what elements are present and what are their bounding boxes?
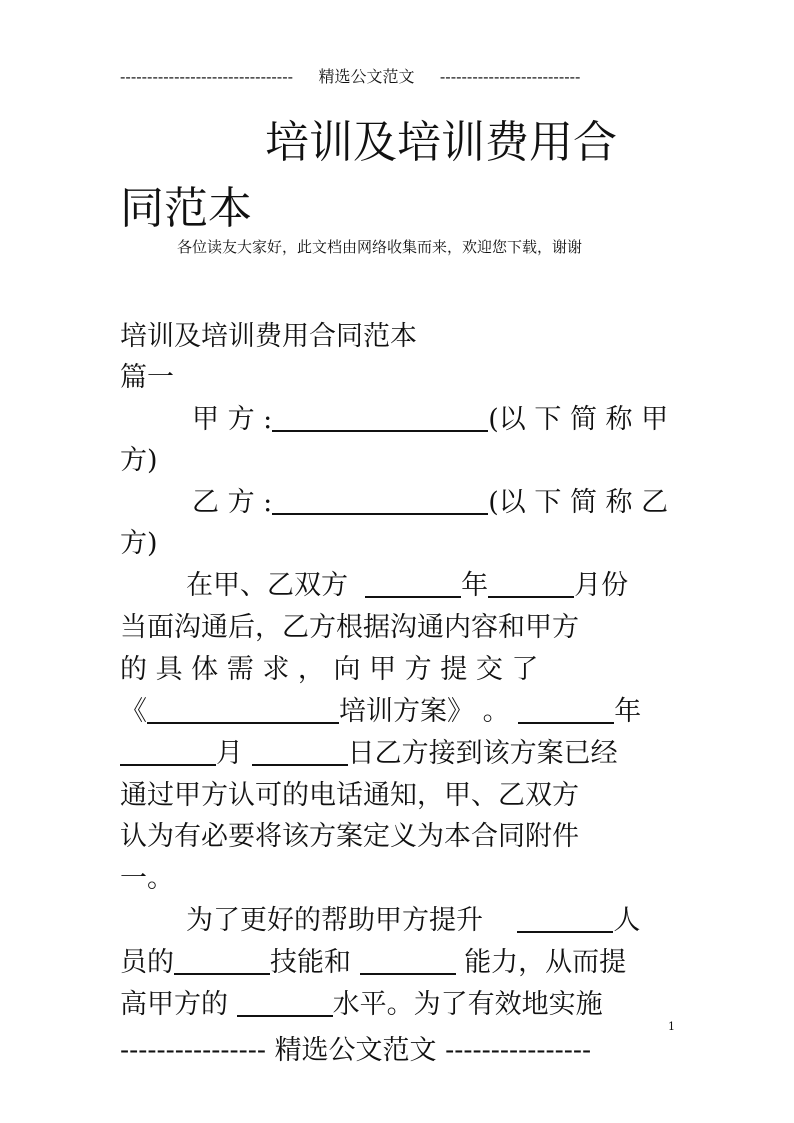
para2-seg-a: 员的 [120,947,174,978]
party-b-blank[interactable] [272,487,488,515]
para2-seg-c: 能力，从而提 [464,947,627,978]
para2-seg-d: 高甲方的 [120,989,228,1020]
para1-line4 [120,689,641,728]
skill-blank[interactable] [174,947,270,975]
para2-line3 [120,982,603,1021]
year2-label: 年 [614,696,642,727]
footer-dashes-right: ---------------- [445,1035,592,1066]
party-a-blank[interactable] [272,404,488,432]
para1-line1 [186,563,628,602]
para1-line3: 的 具 体 需 求 ， 向 甲 方 提 交 了 [120,654,539,685]
page-number: 1 [668,1020,675,1033]
month-blank[interactable] [488,570,574,598]
party-a-line [192,397,668,436]
para1-line5 [120,731,618,770]
ability-blank[interactable] [360,947,456,975]
para1-line6: 通过甲方认可的电话通知，甲、乙双方 [120,780,579,811]
staff-label: 人 [613,905,641,936]
month2-blank[interactable] [120,738,216,766]
body-heading: 培训及培训费用合同范本 [120,321,417,352]
para2-line2 [120,940,626,979]
party-b-tail: 方) [120,528,158,559]
day-label: 日乙方接到该方案已经 [347,738,618,769]
month-label: 月份 [574,570,629,601]
para2-seg-b: 技能和 [270,947,351,978]
party-b-line [192,480,668,519]
footer-dashes-left: ---------------- [120,1035,266,1066]
party-a-tail: 方) [120,445,158,476]
year-label: 年 [461,570,489,601]
page-header [120,64,580,87]
para1-text: 在甲、乙双方 [186,570,348,601]
para2-text: 为了更好的帮助甲方提升 [186,905,483,936]
party-a-label: 甲 方 : [192,404,273,435]
title-line-1: 培训及培训费用合 [265,117,617,168]
day-blank[interactable] [252,738,348,766]
year-blank[interactable] [365,570,461,598]
party-b-label: 乙 方 : [192,487,273,518]
page-footer [120,1028,591,1067]
header-dashes-left: -------------------------------- [120,67,293,86]
footer-label: 精选公文范文 [274,1035,437,1066]
staff-blank[interactable] [517,905,613,933]
para1-line8: 一。 [120,863,174,894]
plan-blank[interactable] [147,696,339,724]
section-label: 篇一 [120,362,174,393]
greeting-text: 各位读友大家好，此文档由网络收集而来，欢迎您下载，谢谢 [177,238,583,256]
party-b-suffix: (以 下 简 称 乙 [488,487,669,518]
bracket-open: 《 [120,696,147,727]
header-dashes-right: -------------------------- [439,67,581,86]
para2-line1 [186,898,640,937]
plan-label: 培训方案》 。 [339,696,510,727]
title-line-2: 同范本 [120,183,252,234]
year2-blank[interactable] [518,696,614,724]
para1-line2: 当面沟通后，乙方根据沟通内容和甲方 [120,612,579,643]
level-blank[interactable] [237,989,333,1017]
para1-line7: 认为有必要将该方案定义为本合同附件 [120,821,579,852]
header-label: 精选公文范文 [318,67,415,86]
party-a-suffix: (以 下 简 称 甲 [488,404,669,435]
para2-seg-e: 水平。为了有效地实施 [332,989,603,1020]
month2-label: 月 [216,738,243,769]
